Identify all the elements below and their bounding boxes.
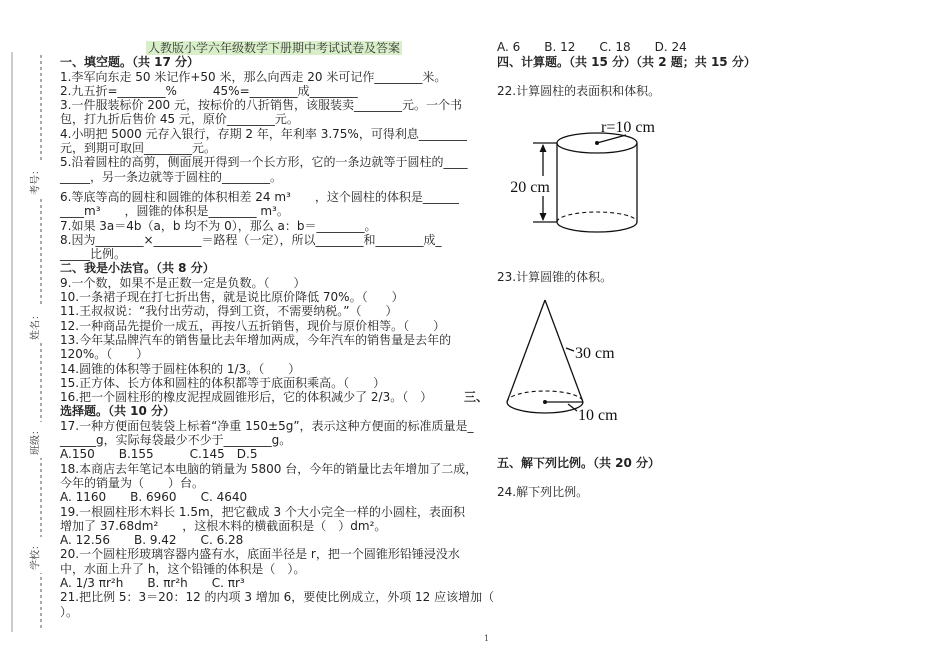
left-column [60, 41, 495, 619]
height-arrow-down [540, 213, 547, 221]
question-line: 8.因为________×________＝路程（一定），所以________和________成_ [60, 232, 442, 247]
question-line: 3.一件服装标价 200 元，按标价的八折销售，该服装卖________元。一个书 [60, 98, 462, 113]
question-line: 21.把比例 5：3＝20：12 的内项 3 增加 6，要使比例成立，外项 12 应该增加（ [60, 590, 495, 605]
cylinder-bottom-back [557, 212, 637, 222]
answer-options: A.150 B.155 C.145 D.5 [60, 447, 258, 462]
height-arrow-up [540, 144, 547, 152]
cone-slant-label: 30 cm [575, 345, 615, 362]
question-line: 4.小明把 5000 元存入银行，存期 2 年，年利率 3.75%，可得利息________ [60, 126, 467, 141]
question-line: 增加了 37.68dm² ，这根木料的横截面积是（ ）dm²。 [60, 518, 387, 533]
class-label: 班级： [27, 422, 42, 458]
question-line: 23.计算圆锥的体积。 [497, 270, 613, 284]
question-line: 22.计算圆柱的表面积和体积。 [497, 84, 661, 98]
question-line: 13.今年某品牌汽车的销售量比去年增加两成，今年汽车的销售量是去年的 [60, 332, 452, 347]
cone-radius-label: 10 cm [578, 407, 618, 424]
question-line: 中，水面上升了 h，这个铅锤的体积是（ ）。 [60, 561, 306, 576]
question-line: 6.等底等高的圆柱和圆锥的体积相差 24 m³ ，这个圆柱的体积是______ [60, 189, 459, 204]
page-title-text: 人教版小学六年级数学下册期中考试试卷及答案 [147, 41, 400, 55]
question-line: 10.一条裙子现在打七折出售，就是说比原价降低 70%。（ ） [60, 290, 404, 305]
answer-options: A. 12.56 B. 9.42 C. 6.28 [60, 533, 244, 548]
question-line: 2.九五折=________% 45%=________成________ [60, 83, 358, 98]
cone-left-slant [507, 300, 545, 402]
answer-options: A. 1/3 πr²h B. πr²h C. πr³ [60, 575, 245, 590]
section-heading-fill-blank: 一、填空题。（共 17 分） [60, 55, 200, 70]
question-line: 120%。（ ） [60, 347, 149, 362]
school-label: 学校： [27, 537, 42, 573]
section-heading-choice: 选择题。（共 10 分） [60, 404, 176, 419]
question-line: ）。 [60, 604, 79, 619]
question-line: _____，另一条边就等于圆柱的________。 [60, 169, 283, 184]
student-name-label: 姓名： [27, 307, 42, 343]
question-line: 20.一个圆柱形玻璃容器内盛有水，底面半径是 r，把一个圆锥形铅锤浸没水 [60, 547, 460, 562]
question-line: ____m³ ，圆锥的体积是________ m³。 [60, 204, 289, 219]
question-line: 12.一种商品先提价一成五，再按八五折销售，现价与原价相等。（ ） [60, 318, 446, 333]
question-line: 19.一根圆柱形木料长 1.5m，把它截成 3 个大小完全一样的小圆柱，表面积 [60, 504, 465, 519]
cylinder-bottom-front [557, 222, 637, 232]
section-heading-true-false: 二、我是小法官。（共 8 分） [60, 261, 215, 276]
question-line: 11.王叔叔说：“我付出劳动，得到工资，不需要纳税。”（ ） [60, 304, 398, 319]
slant-label-leader [566, 348, 574, 351]
question-line: 今年的销量为（ ）台。 [60, 475, 205, 490]
binding-margin [0, 0, 55, 671]
question-line: 包，打九折后售价 45 元，原价________元。 [60, 112, 299, 127]
cylinder-radius-line [597, 135, 626, 143]
question-line: 15.正方体、长方体和圆柱的体积都等于底面积乘高。（ ） [60, 375, 386, 390]
section-heading-proportion: 五、解下列比例。（共 20 分） [497, 456, 661, 470]
page-number: 1 [484, 634, 490, 643]
question-line: 7.如果 3a＝4b（a，b 均不为 0），那么 a：b＝________。 [60, 218, 377, 233]
cylinder-figure [500, 110, 690, 240]
cone-figure [500, 292, 670, 427]
question-line: 9.一个数，如果不是正数一定是负数。（ ） [60, 275, 306, 290]
exam-number-label: 考号： [27, 162, 42, 198]
question-line [60, 390, 488, 404]
question-line: 1.李军向东走 50 米记作+50 米，那么向西走 20 米可记作________米。 [60, 69, 447, 84]
question-line: 14.圆锥的体积等于圆柱体积的 1/3。（ ） [60, 361, 301, 376]
question-line: ______g，实际每袋最少不少于________g。 [60, 433, 292, 448]
question-text: 16.把一个圆柱形的橡皮泥捏成圆锥形后，它的体积减少了 2/3。（ ） [60, 390, 433, 405]
answer-options: A. 6 B. 12 C. 18 D. 24 [497, 40, 687, 54]
answer-options: A. 1160 B. 6960 C. 4640 [60, 490, 248, 505]
question-line: 5.沿着圆柱的高剪，侧面展开得到一个长方形，它的一条边就等于圆柱的____ [60, 155, 468, 170]
question-line: 17.一种方便面包装袋上标着“净重 150±5g”，表示这种方便面的标准质量是_ [60, 418, 474, 433]
question-line: _____比例。 [60, 247, 127, 262]
question-line: 24.解下列比例。 [497, 485, 589, 499]
question-line: 元，到期可取回________元。 [60, 141, 217, 156]
section-heading-calculation: 四、计算题。（共 15 分）（共 2 题；共 15 分） [497, 55, 756, 69]
page-title [60, 41, 488, 55]
question-line: 18.本商店去年笔记本电脑的销量为 5800 台，今年的销量比去年增加了二成， [60, 461, 478, 476]
cylinder-height-label: 20 cm [510, 179, 550, 196]
section-heading-choice-number: 三、 [463, 390, 488, 405]
cylinder-radius-label: r=10 cm [601, 119, 655, 136]
